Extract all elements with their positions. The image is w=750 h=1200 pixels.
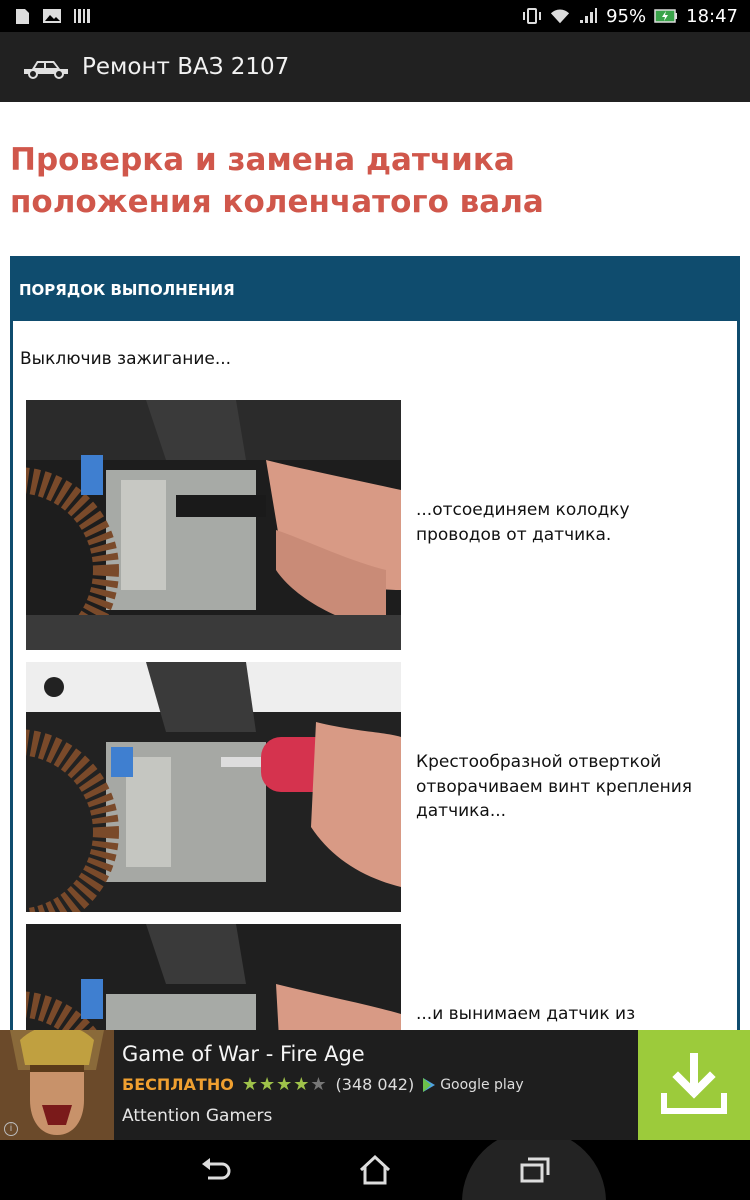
step-caption: ...и вынимаем датчик из	[416, 1004, 636, 1024]
step-item	[26, 662, 726, 912]
star-filled-icon: ★	[276, 1074, 294, 1095]
ad-meta	[122, 1074, 524, 1095]
app-title: Ремонт ВАЗ 2107	[82, 54, 290, 80]
sd-card-icon	[12, 7, 32, 25]
article-content[interactable]	[0, 102, 750, 1030]
star-filled-icon: ★	[258, 1074, 277, 1095]
vibrate-icon	[522, 7, 542, 25]
ad-app-image[interactable]	[0, 1030, 114, 1140]
intro-text: Выключив зажигание...	[20, 349, 232, 369]
home-button[interactable]	[355, 1152, 395, 1188]
procedure-section	[10, 256, 740, 1030]
ad-rating-stars	[242, 1074, 328, 1095]
step-item	[26, 400, 726, 650]
back-icon	[198, 1156, 232, 1184]
star-empty-icon: ★	[310, 1074, 328, 1095]
home-icon	[357, 1154, 393, 1186]
battery-percent: 95%	[606, 5, 647, 27]
image-icon	[42, 7, 62, 25]
google-play-badge	[422, 1077, 523, 1093]
battery-charging-icon	[654, 7, 678, 25]
step-caption: Крестообразной отверткой отворачиваем винт крепления датчика...	[416, 752, 692, 822]
step-photo[interactable]	[26, 924, 401, 1030]
recents-button[interactable]	[515, 1152, 555, 1188]
star-filled-icon: ★	[241, 1074, 259, 1095]
download-icon	[658, 1053, 730, 1117]
barcode-icon	[72, 7, 92, 25]
step-photo[interactable]	[26, 662, 401, 912]
app-bar	[0, 32, 750, 102]
ad-price: БЕСПЛАТНО	[122, 1075, 234, 1094]
ad-banner[interactable]	[0, 1030, 750, 1140]
car-icon[interactable]	[22, 55, 70, 79]
step-item	[26, 924, 726, 1030]
ad-title: Game of War - Fire Age	[122, 1042, 365, 1066]
ad-download-button[interactable]	[638, 1030, 750, 1140]
navigation-bar	[0, 1140, 750, 1200]
step-caption: ...отсоединяем колодку проводов от датчика.	[416, 500, 630, 545]
recents-icon	[518, 1155, 552, 1185]
step-photo[interactable]	[26, 400, 401, 650]
status-bar	[0, 0, 750, 32]
store-name: Google play	[440, 1076, 524, 1093]
star-filled-icon: ★	[293, 1074, 311, 1095]
ad-info-icon[interactable]: i	[4, 1122, 18, 1136]
page-title: Проверка и замена датчика положения коленчатого вала	[10, 142, 544, 220]
section-header: ПОРЯДОК ВЫПОЛНЕНИЯ	[13, 259, 737, 321]
ad-review-count: (348 042)	[335, 1075, 415, 1094]
signal-icon	[578, 7, 598, 25]
clock: 18:47	[686, 5, 738, 27]
back-button[interactable]	[195, 1152, 235, 1188]
google-play-icon	[422, 1077, 436, 1093]
wifi-icon	[550, 7, 570, 25]
ad-advertiser: Attention Gamers	[122, 1106, 273, 1126]
